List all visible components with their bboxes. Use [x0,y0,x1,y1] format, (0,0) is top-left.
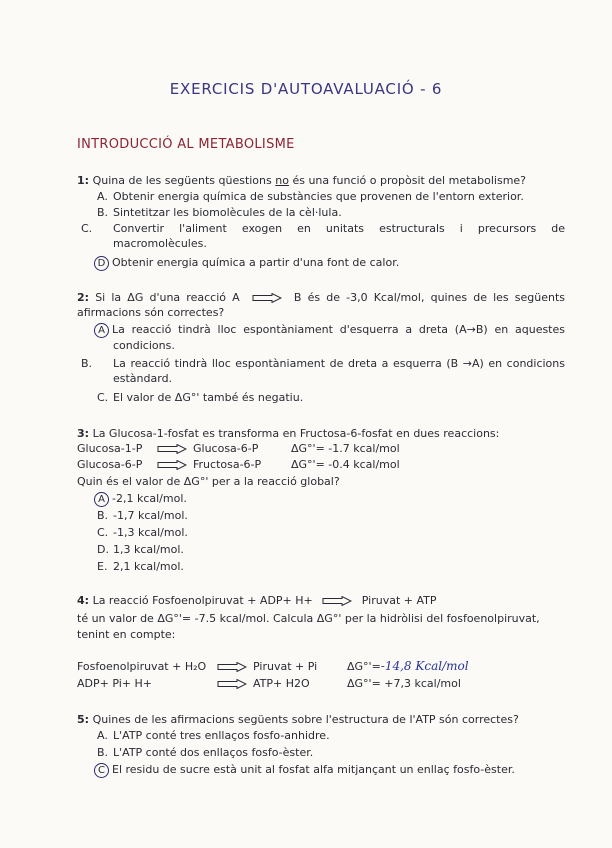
option-3c: C. -1,3 kcal/mol. [97,526,188,539]
option-5c-selected: C El residu de sucre està unit al fosfat alfa mitjançant un enllaç fosfo-èster. [97,762,565,778]
circled-answer-icon: A [94,323,109,338]
question-3-ask: Quin és el valor de ΔG°' per a la reacció global? [77,475,340,488]
hollow-arrow-icon [252,293,282,303]
option-1a: A. Obtenir energia química de substàncies que provenen de l'entorn exterior. [97,190,524,203]
underlined-word: no [275,174,289,187]
reaction-4-1: Fosfoenolpiruvat + H₂O Piruvat + Pi ΔG°'=-14,8 Kcal/mol [77,659,469,673]
option-2b: B. La reacció tindrà lloc espontàniament de dreta a esquerra (B →A) en condicions estàndard. [81,357,565,385]
question-3: 3: La Glucosa-1-fosfat es transforma en Fructosa-6-fosfat en dues reaccions: [77,427,500,440]
handwritten-answer: -14,8 Kcal/mol [380,659,469,673]
option-5a: A. L'ATP conté tres enllaços fosfo-anhidre. [97,729,330,742]
question-5: 5: Quines de les afirmacions següents sobre l'estructura de l'ATP són correctes? [77,713,519,726]
hollow-arrow-icon [217,679,247,689]
question-4-line2: té un valor de ΔG°'= -7.5 kcal/mol. Calcula ΔG°' per la hidròlisi del fosfoenolpiruvat, [77,612,540,625]
question-number: 1: [77,174,90,187]
question-2: 2: Si la ΔG d'una reacció A B és de -3,0 Kcal/mol, quines de les següents afirmacions són correctes? [77,291,566,319]
section-heading: INTRODUCCIÓ AL METABOLISME [77,137,295,152]
option-2a-selected: A La reacció tindrà lloc espontàniament d'esquerra a dreta (A→B) en aquestes condicions. [97,322,565,353]
hollow-arrow-icon [157,460,187,470]
question-4-line3: tenint en compte: [77,628,176,641]
hollow-arrow-icon [157,444,187,454]
circled-answer-icon: D [94,256,109,271]
reaction-3-2: Glucosa-6-P Fructosa-6-P ΔG°'= -0.4 kcal/mol [77,458,400,471]
reaction-3-1: Glucosa-1-P Glucosa-6-P ΔG°'= -1.7 kcal/mol [77,442,400,455]
option-3a-selected: A -2,1 kcal/mol. [97,491,565,507]
option-5b: B. L'ATP conté dos enllaços fosfo-èster. [97,746,314,759]
option-1c: C. Convertir l'aliment exogen en unitats estructurals i precursors de macromolècules. [81,222,565,250]
option-2c: C. El valor de ΔG°' també és negatiu. [97,391,304,404]
hollow-arrow-icon [322,596,352,606]
reaction-4-2: ADP+ Pi+ H+ ATP+ H2O ΔG°'= +7,3 kcal/mol [77,677,461,690]
circled-answer-icon: A [94,492,109,507]
page-title: EXERCICIS D'AUTOAVALUACIÓ - 6 [169,80,443,98]
circled-answer-icon: C [94,763,109,778]
option-3d: D. 1,3 kcal/mol. [97,543,184,556]
question-4: 4: La reacció Fosfoenolpiruvat + ADP+ H+ Piruvat + ATP [77,594,437,607]
option-3b: B. -1,7 kcal/mol. [97,509,188,522]
hollow-arrow-icon [217,662,247,672]
option-1b: B. Sintetitzar les biomolècules de la cèl·lula. [97,206,342,219]
option-3e: E. 2,1 kcal/mol. [97,560,184,573]
option-1d-selected: D Obtenir energia química a partir d'una font de calor. [97,255,565,271]
question-1: 1: Quina de les següents qüestions no és una funció o propòsit del metabolisme? [77,174,527,187]
